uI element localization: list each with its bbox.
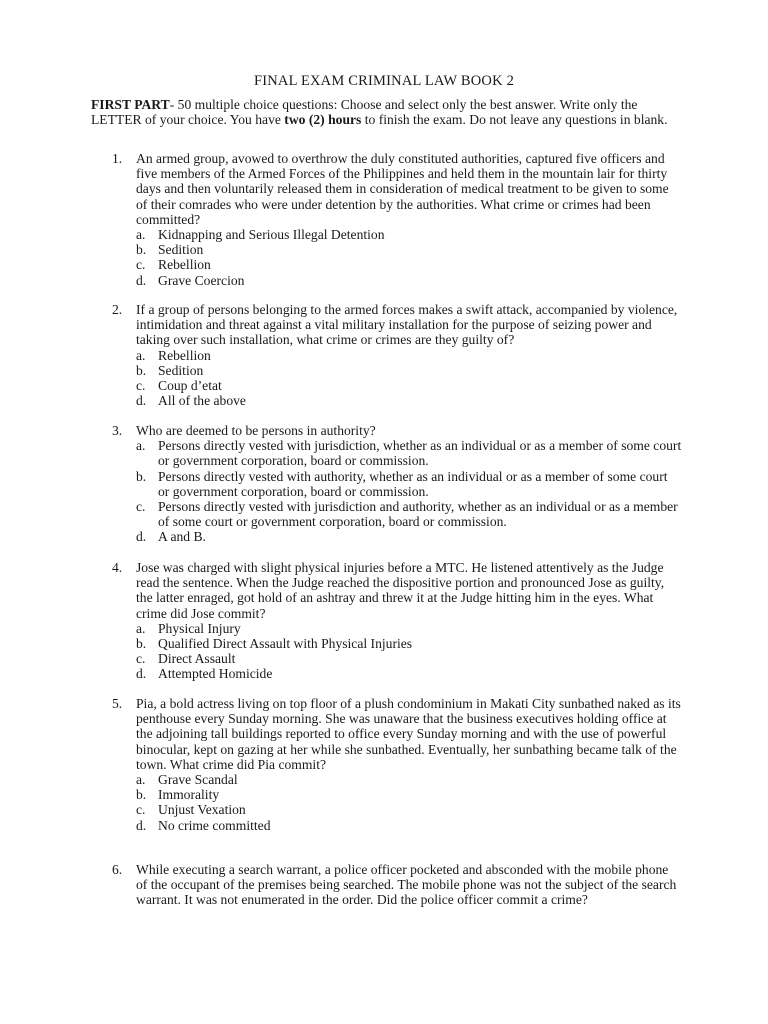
option-c: [136, 802, 682, 817]
question-3: [112, 423, 682, 545]
option-text: Attempted Homicide: [158, 666, 273, 682]
option-list: [112, 621, 682, 682]
option-d: [136, 273, 682, 288]
option-letter: a.: [136, 227, 146, 243]
option-letter: a.: [136, 347, 146, 363]
option-text: Qualified Direct Assault with Physical Injuries: [158, 636, 413, 652]
option-c: [136, 378, 682, 393]
instructions-duration: two (2) hours: [284, 112, 362, 128]
option-text: A and B.: [158, 529, 206, 545]
question-1: [112, 151, 682, 288]
question-2: [112, 302, 682, 408]
option-letter: a.: [136, 772, 146, 788]
option-text: Rebellion: [158, 257, 211, 273]
option-text: Kidnapping and Serious Illegal Detention: [158, 227, 385, 243]
option-b: [136, 242, 682, 257]
option-letter: d.: [136, 393, 147, 409]
question-number: 2.: [112, 302, 123, 317]
instructions: [91, 97, 691, 128]
question-number: 1.: [112, 151, 123, 166]
option-a: [136, 227, 682, 242]
question-number: 6.: [112, 862, 123, 877]
option-list: [112, 772, 682, 833]
option-text: No crime committed: [158, 817, 271, 833]
option-list: [112, 438, 682, 544]
option-text: Persons directly vested with jurisdiction, whether as an individual or as a member of some court or government corporation, board or commission.: [158, 438, 682, 469]
option-b: [136, 363, 682, 378]
option-text: Direct Assault: [158, 651, 236, 667]
option-text: All of the above: [158, 393, 246, 409]
option-text: Coup d’etat: [158, 378, 222, 394]
option-letter: d.: [136, 666, 147, 682]
option-text: Sedition: [158, 362, 204, 378]
question-5: [112, 696, 682, 833]
option-d: [136, 393, 682, 408]
instructions-label: FIRST PART: [91, 97, 170, 112]
option-letter: c.: [136, 499, 146, 515]
option-list: [112, 227, 682, 288]
option-b: [136, 469, 682, 499]
option-d: [136, 529, 682, 544]
option-letter: d.: [136, 529, 147, 545]
option-text: Sedition: [158, 242, 204, 258]
option-letter: c.: [136, 651, 146, 667]
question-text: Who are deemed to be persons in authority?: [136, 423, 376, 438]
question-text: Pia, a bold actress living on top floor of a plush condominium in Makati City sunbathed naked as its penthouse every Sunday morning. She was unaware that the business executives holding office at the adjoining tall buildings reported to office every Sunday morning and with the use of powerful binocular, kept on gazing at her while she sunbathed. Eventually, her sunbathing became talk of the town. What crime did Pia commit?: [136, 696, 681, 772]
option-text: Physical Injury: [158, 620, 241, 636]
option-text: Persons directly vested with jurisdiction and authority, whether as an individual or as a member of some court or government corporation, board or commission.: [158, 499, 678, 530]
option-letter: d.: [136, 817, 147, 833]
page-title: FINAL EXAM CRIMINAL LAW BOOK 2: [253, 73, 515, 89]
option-b: [136, 636, 682, 651]
option-letter: d.: [136, 272, 147, 288]
option-a: [136, 772, 682, 787]
option-a: [136, 621, 682, 636]
option-letter: a.: [136, 620, 146, 636]
question-4: [112, 560, 682, 682]
option-c: [136, 499, 682, 529]
option-letter: b.: [136, 636, 147, 652]
option-d: [136, 666, 682, 681]
option-letter: b.: [136, 242, 147, 258]
option-letter: b.: [136, 468, 147, 484]
question-text: Jose was charged with slight physical injuries before a MTC. He listened attentively as the Judge read the sentence. When the Judge reached the dispositive portion and pronounced Jose as guilty, the latter enraged, got hold of an ashtray and threw it at the Judge hitting him in the eyes. What crime did Jose commit?: [136, 560, 665, 621]
option-text: Immorality: [158, 787, 220, 803]
option-d: [136, 818, 682, 833]
instructions-text-1: - 50 multiple choice questions: Choose and select only the best answer. Write only the LETTER of your choice. You have: [91, 97, 638, 128]
option-a: [136, 348, 682, 363]
option-letter: b.: [136, 362, 147, 378]
question-number: 4.: [112, 560, 123, 575]
option-text: Grave Scandal: [158, 772, 238, 788]
option-text: Persons directly vested with authority, whether as an individual or as a member of some court or government corporation, board or commission.: [158, 468, 668, 499]
option-letter: a.: [136, 438, 146, 454]
option-letter: c.: [136, 802, 146, 818]
option-a: [136, 438, 682, 468]
option-c: [136, 257, 682, 272]
option-text: Grave Coercion: [158, 272, 245, 288]
question-text: An armed group, avowed to overthrow the duly constituted authorities, captured five officers and five members of the Armed Forces of the Philippines and held them in the mountain lair for thirty days and then voluntarily released them in consideration of medical treatment to be given to some of their comrades who were under detention by the authorities. What crime or crimes had been committed?: [136, 151, 669, 227]
question-number: 3.: [112, 423, 123, 438]
option-text: Rebellion: [158, 347, 211, 363]
question-6: [112, 862, 682, 908]
option-letter: c.: [136, 257, 146, 273]
instructions-text-2: to finish the exam. Do not leave any questions in blank.: [361, 112, 668, 128]
option-b: [136, 787, 682, 802]
option-text: Unjust Vexation: [158, 802, 246, 818]
question-text: While executing a search warrant, a police officer pocketed and absconded with the mobile phone of the occupant of the premises being searched. The mobile phone was not the subject of the search warrant. It was not enumerated in the order. Did the police officer commit a crime?: [136, 862, 677, 908]
option-letter: b.: [136, 787, 147, 803]
option-list: [112, 348, 682, 409]
question-text: If a group of persons belonging to the armed forces makes a swift attack, accompanied by violence, intimidation and threat against a vital military installation for the purpose of seizing power and taking over such installation, what crime or crimes are they guilty of?: [136, 302, 678, 348]
question-number: 5.: [112, 696, 123, 711]
option-c: [136, 651, 682, 666]
option-letter: c.: [136, 378, 146, 394]
